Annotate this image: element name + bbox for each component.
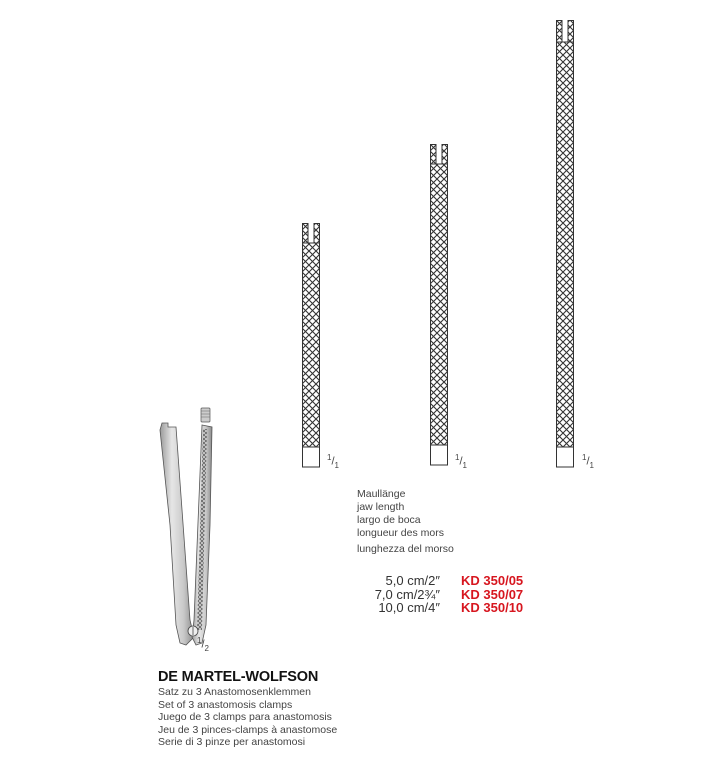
clamp-illustration <box>150 405 220 650</box>
product-description-de: Satz zu 3 Anastomosenklemmen <box>158 686 311 698</box>
article-code: KD 350/10 <box>461 600 524 615</box>
jaw-length-label-it: lunghezza del morso <box>357 543 454 555</box>
size-dimension: 10,0 cm/4″ <box>378 600 440 615</box>
product-title: DE MARTEL-WOLFSON <box>158 669 319 685</box>
product-description-es: Juego de 3 clamps para anastomosis <box>158 711 332 723</box>
jaw-strip-5cm <box>302 223 322 468</box>
product-description-it: Serie di 3 pinze per anastomosi <box>158 736 306 748</box>
jaw-length-label-de: Maullänge <box>357 488 406 500</box>
product-info <box>158 669 337 749</box>
product-description-fr: Jeu de 3 pinces-clamps à anastomose <box>158 723 338 736</box>
size-row <box>357 574 537 588</box>
article-code: KD 350/07 <box>461 586 524 602</box>
scale-label-overview: $^1/_2$ <box>197 636 209 653</box>
scale-label-jaw-large: $^1/_1$ <box>582 453 594 470</box>
size-dimension: 7,0 cm/2¾″ <box>374 586 440 602</box>
jaw-strip-10cm <box>556 20 576 468</box>
size-table <box>357 574 537 615</box>
article-code: KD 350/05 <box>461 573 524 588</box>
jaw-length-label-fr: longueur des mors <box>357 527 444 539</box>
product-description-en: Set of 3 anastomosis clamps <box>158 698 293 711</box>
jaw-length-label-en: jaw length <box>357 501 405 513</box>
scale-label-jaw-medium: $^1/_1$ <box>455 453 467 470</box>
jaw-length-labels <box>357 488 454 556</box>
jaw-length-label-es: largo de boca <box>357 514 421 526</box>
size-row <box>357 601 537 615</box>
size-row <box>357 588 537 602</box>
scale-label-jaw-small: $^1/_1$ <box>327 453 339 470</box>
size-dimension: 5,0 cm/2″ <box>385 573 440 588</box>
jaw-strip-7cm <box>430 144 450 466</box>
